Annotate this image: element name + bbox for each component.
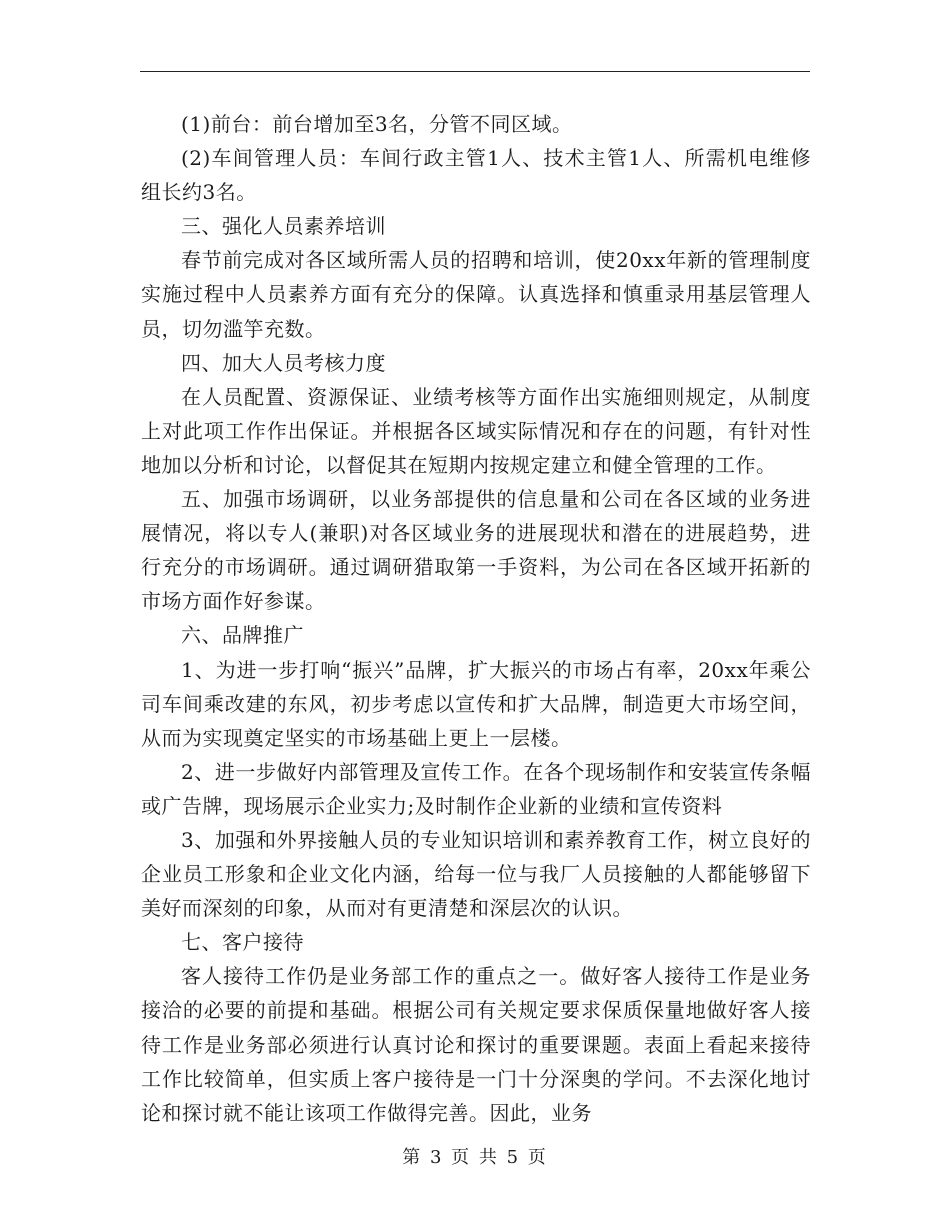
paragraph-brand-3: 3、加强和外界接触人员的专业知识培训和素养教育工作，树立良好的企业员工形象和企业文化内涵，给每一位与我厂人员接触的人都能够留下美好而深刻的印象，从而对有更清楚和深层次的认识。 xyxy=(141,827,811,921)
heading-brand-promotion: 六、品牌推广 xyxy=(181,623,304,648)
paragraph-customer-reception: 客人接待工作仍是业务部工作的重点之一。做好客人接待工作是业务接洽的必要的前提和基础。根据公司有关规定要求保质保量地做好客人接待工作是业务部必须进行认真讨论和探讨的重要课题。表面上看起来接待工作比较简单，但实质上客户接待是一门十分深奥的学问。不去深化地讨论和探讨就不能让该项工作做得完善。因此，业务 xyxy=(141,964,811,1125)
document-body xyxy=(141,107,811,1130)
heading-training: 三、强化人员素养培训 xyxy=(181,214,386,239)
header-rule xyxy=(140,71,810,72)
paragraph-training: 春节前完成对各区域所需人员的招聘和培训，使20xx年新的管理制度实施过程中人员素养方面有充分的保障。认真选择和慎重录用基层管理人员，切勿滥竽充数。 xyxy=(141,248,811,341)
page-number-footer: 第 3 页 共 5 页 xyxy=(402,1147,548,1168)
heading-customer-reception: 七、客户接待 xyxy=(181,930,304,955)
paragraph-front-desk: (1)前台：前台增加至3名，分管不同区域。 xyxy=(181,112,573,136)
paragraph-brand-2: 2、进一步做好内部管理及宣传工作。在各个现场制作和安装宣传条幅或广告牌，现场展示企业实力;及时制作企业新的业绩和宣传资料 xyxy=(141,759,811,818)
heading-assessment: 四、加大人员考核力度 xyxy=(181,350,386,375)
paragraph-assessment: 在人员配置、资源保证、业绩考核等方面作出实施细则规定，从制度上对此项工作作出保证。并根据各区域实际情况和存在的问题，有针对性地加以分析和讨论，以督促其在短期内按规定建立和健全管理的工作。 xyxy=(141,384,811,477)
paragraph-brand-1: 1、为进一步打响“振兴”品牌，扩大振兴的市场占有率，20xx年乘公司车间乘改建的东风，初步考虑以宣传和扩大品牌，制造更大市场空间，从而为实现奠定坚实的市场基础上更上一层楼。 xyxy=(141,657,811,750)
paragraph-workshop-staff: (2)车间管理人员：车间行政主管1人、技术主管1人、所需机电维修组长约3名。 xyxy=(141,146,811,205)
paragraph-market-research: 五、加强市场调研，以业务部提供的信息量和公司在各区域的业务进展情况，将以专人(兼职)对各区域业务的进展现状和潜在的进展趋势，进行充分的市场调研。通过调研猎取第一手资料，为公司在各区域开拓新的市场方面作好参谋。 xyxy=(141,487,811,614)
